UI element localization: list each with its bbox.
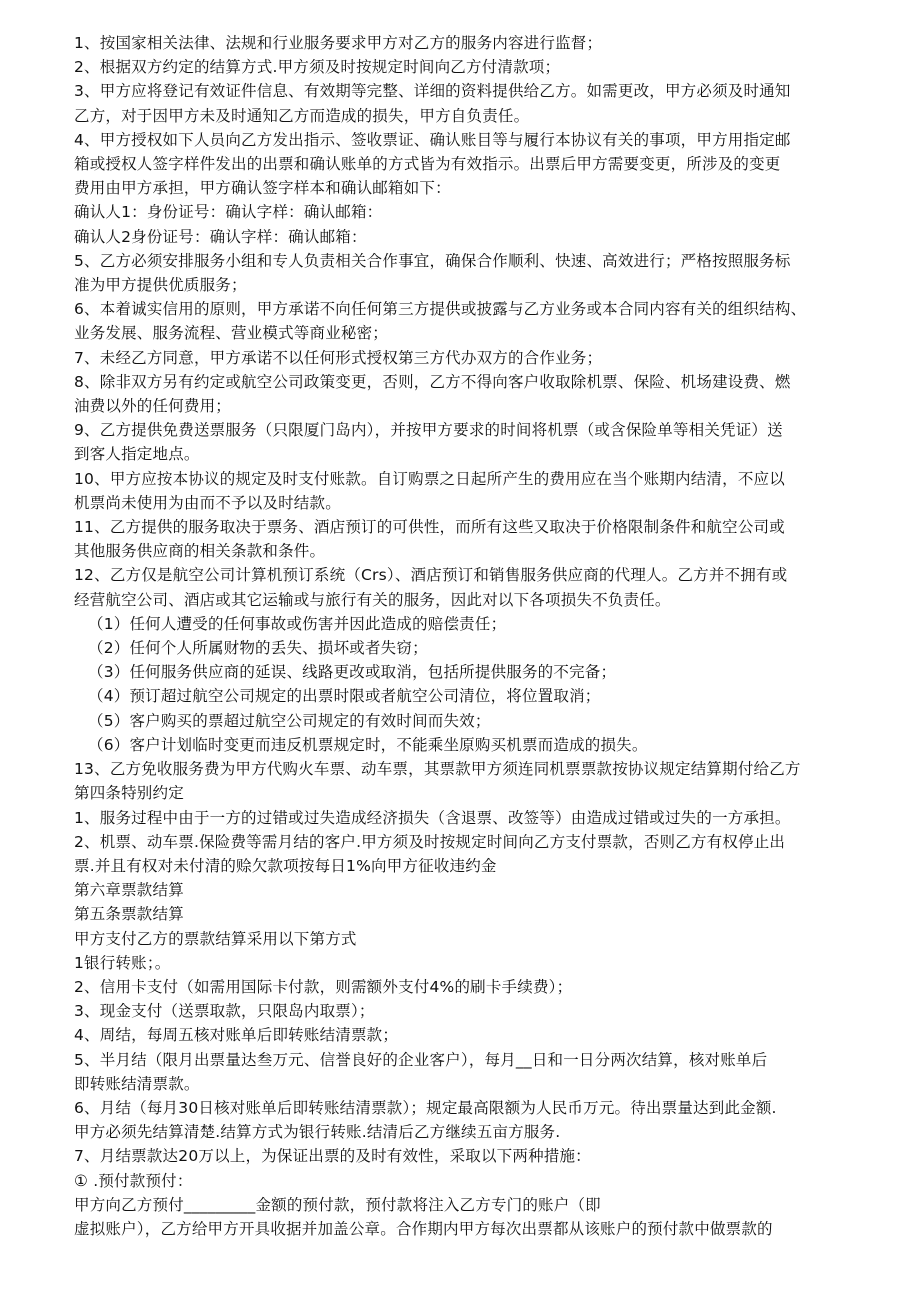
text-line: 2、信用卡支付（如需用国际卡付款，则需额外支付4%的刷卡手续费）； [74, 977, 573, 996]
text-line: 12、乙方仅是航空公司计算机预订系统（Crs）、酒店预订和销售服务供应商的代理人。乙方并不拥有或 [74, 566, 788, 585]
text-line: 虚拟账户），乙方给甲方开具收据并加盖公章。合作期内甲方每次出票都从该账户的预付款中做票款的 [74, 1219, 773, 1238]
text-line: （6）客户计划临时变更而违反机票规定时，不能乘坐原购买机票而造成的损失。 [88, 735, 648, 754]
text-line: 3、现金支付（送票取款，只限岛内取票）； [74, 1002, 375, 1021]
text-line: 费用由甲方承担，甲方确认签字样本和确认邮箱如下： [74, 179, 451, 198]
text-line: 经营航空公司、酒店或其它运输或与旅行有关的服务，因此对以下各项损失不负责任。 [74, 590, 671, 609]
text-line: 到客人指定地点。 [74, 445, 200, 464]
text-line: 机票尚未使用为由而不予以及时结款。 [74, 493, 341, 512]
text-line: 6、本着诚实信用的原则，甲方承诺不向任何第三方提供或披露与乙方业务或本合同内容有关的组织结构、 [74, 300, 807, 319]
text-line: 1银行转账；。 [74, 953, 171, 972]
text-line: 8、除非双方另有约定或航空公司政策变更，否则，乙方不得向客户收取除机票、保险、机场建设费、燃 [74, 372, 791, 391]
text-line: 9、乙方提供免费送票服务（只限厦门岛内），并按甲方要求的时间将机票（或含保险单等相关凭证）送 [74, 421, 783, 440]
text-line: 7、月结票款达20万以上，为保证出票的及时有效性，采取以下两种措施： [74, 1147, 591, 1166]
text-line: 甲方向乙方预付_________金额的预付款，预付款将注入乙方专门的账户（即 [74, 1195, 601, 1214]
document-body [74, 31, 860, 1241]
text-line: 第五条票款结算 [74, 905, 184, 924]
text-line: 票.并且有权对未付清的赊欠款项按每日1%向甲方征收违约金 [74, 856, 497, 875]
text-line: 1、按国家相关法律、法规和行业服务要求甲方对乙方的服务内容进行监督； [74, 34, 603, 52]
text-line: 第六章票款结算 [74, 881, 184, 900]
text-line: 1、服务过程中由于一方的过错或过失造成经济损失（含退票、改签等）由造成过错或过失的一方承担。 [74, 808, 791, 827]
text-line: （4）预订超过航空公司规定的出票时限或者航空公司清位，将位置取消； [88, 687, 601, 706]
text-line: 箱或授权人签字样件发出的出票和确认账单的方式皆为有效指示。出票后甲方需要变更，所涉及的变更 [74, 155, 781, 174]
text-line: 6、月结（每月30日核对账单后即转账结清票款）；规定最高限额为人民币万元。待出票量达到此金额. [74, 1098, 777, 1117]
text-line: （3）任何服务供应商的延误、线路更改或取消，包括所提供服务的不完备； [88, 663, 617, 682]
text-line: 乙方，对于因甲方未及时通知乙方而造成的损失，甲方自负责任。 [74, 106, 530, 125]
text-line: 甲方支付乙方的票款结算采用以下第方式 [74, 929, 357, 948]
text-line: 准为甲方提供优质服务； [74, 276, 247, 295]
text-line: 7、未经乙方同意，甲方承诺不以任何形式授权第三方代办双方的合作业务； [74, 348, 603, 367]
text-line: 油费以外的任何费用； [74, 397, 232, 416]
text-line: （1）任何人遭受的任何事故或伤害并因此造成的赔偿责任； [88, 614, 507, 633]
text-line: 5、半月结（限月出票量达叁万元、信誉良好的企业客户），每月__日和一日分两次结算，核对账单后 [74, 1050, 768, 1069]
text-line: 13、乙方免收服务费为甲方代购火车票、动车票，其票款甲方须连同机票票款按协议规定结算期付给乙方 [74, 760, 801, 779]
text-line: 其他服务供应商的相关条款和条件。 [74, 542, 326, 561]
text-line: 11、乙方提供的服务取决于票务、酒店预订的可供性，而所有这些又取决于价格限制条件和航空公司或 [74, 518, 785, 537]
text-line: 第四条特别约定 [74, 784, 184, 803]
text-line: 2、根据双方约定的结算方式.甲方须及时按规定时间向乙方付清款项； [74, 58, 561, 77]
text-line: 10、甲方应按本协议的规定及时支付账款。自订购票之日起所产生的费用应在当个账期内结清，不应以 [74, 469, 785, 488]
text-line: 甲方必须先结算清楚.结算方式为银行转账.结清后乙方继续五亩方服务. [74, 1123, 561, 1142]
text-line: 4、甲方授权如下人员向乙方发出指示、签收票证、确认账目等与履行本协议有关的事项，甲方用指定邮 [74, 130, 791, 149]
text-line: 4、周结，每周五核对账单后即转账结清票款； [74, 1026, 399, 1045]
text-line: 2、机票、动车票.保险费等需月结的客户.甲方须及时按规定时间向乙方支付票款，否则乙方有权停止出 [74, 832, 786, 851]
text-line: 确认人1：身份证号：确认字样：确认邮箱： [74, 203, 383, 222]
text-line: 即转账结清票款。 [74, 1074, 200, 1093]
text-line: ① .预付款预付： [74, 1171, 193, 1190]
text-line: （5）客户购买的票超过航空公司规定的有效时间而失效； [88, 711, 491, 730]
text-line: 业务发展、服务流程、营业模式等商业秘密； [74, 324, 389, 343]
text-line: （2）任何个人所属财物的丢失、损坏或者失窃； [88, 639, 428, 658]
text-line: 确认人2身份证号：确认字样：确认邮箱： [74, 227, 367, 246]
text-line: 5、乙方必须安排服务小组和专人负责相关合作事宜，确保合作顺利、快速、高效进行；严格按照服务标 [74, 251, 791, 270]
text-line: 3、甲方应将登记有效证件信息、有效期等完整、详细的资料提供给乙方。如需更改，甲方必须及时通知 [74, 82, 791, 101]
